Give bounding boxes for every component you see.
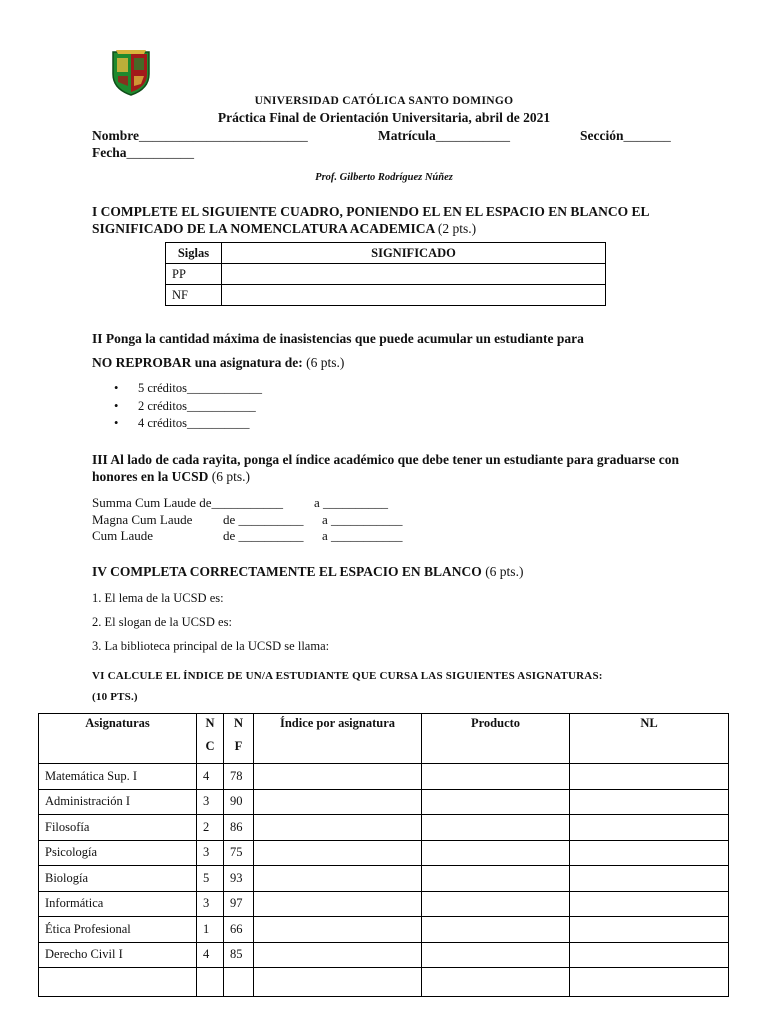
significado-answer-cell[interactable]: [222, 285, 606, 306]
matricula-field: Matrícula___________: [378, 128, 510, 143]
section-6-title: VI CALCULE EL ÍNDICE DE UN/A ESTUDIANTE QUE CURSA LAS SIGUIENTES ASIGNATURAS:: [92, 670, 603, 682]
nc-cell: 5: [197, 866, 224, 892]
professor-name: Prof. Gilberto Rodríguez Núñez: [315, 172, 453, 183]
section-4-title: IV COMPLETA CORRECTAMENTE EL ESPACIO EN BLANCO (6 pts.): [92, 564, 524, 579]
section-2-points: (6 pts.): [306, 355, 345, 370]
nl-answer-cell[interactable]: [570, 840, 729, 866]
producto-answer-cell[interactable]: [422, 840, 570, 866]
table-row: [39, 815, 729, 841]
section-6-points: (10 PTS.): [92, 691, 138, 703]
producto-answer-cell[interactable]: [422, 815, 570, 841]
indice-answer-cell[interactable]: [254, 789, 422, 815]
nc-cell: 3: [197, 891, 224, 917]
subject-cell: Matemática Sup. I: [39, 764, 197, 790]
nf-cell: 75: [224, 840, 254, 866]
nombre-blank: _________________________: [139, 128, 308, 143]
nf-cell: 93: [224, 866, 254, 892]
section-4-points: (6 pts.): [485, 564, 524, 579]
subject-cell: Informática: [39, 891, 197, 917]
section-2-title-line1: II Ponga la cantidad máxima de inasistencias que puede acumular un estudiante para: [92, 331, 584, 346]
indice-answer-cell[interactable]: [254, 866, 422, 892]
credits-list: [114, 380, 262, 433]
indice-answer-cell[interactable]: [254, 942, 422, 968]
nl-answer-cell[interactable]: [570, 917, 729, 943]
nl-answer-cell[interactable]: [570, 942, 729, 968]
list-item: 1. El lema de la UCSD es:: [92, 591, 224, 605]
nf-cell: 78: [224, 764, 254, 790]
nomenclature-table: [165, 242, 606, 306]
producto-answer-cell[interactable]: [422, 891, 570, 917]
producto-answer-cell[interactable]: [422, 942, 570, 968]
empty-cell[interactable]: [197, 968, 224, 997]
table-header-significado: SIGNIFICADO: [222, 243, 606, 264]
subject-cell: Ética Profesional: [39, 917, 197, 943]
producto-answer-cell[interactable]: [422, 866, 570, 892]
table-header-siglas: Siglas: [166, 243, 222, 264]
list-item: 2. El slogan de la UCSD es:: [92, 615, 232, 629]
nf-cell: 90: [224, 789, 254, 815]
nf-cell: 66: [224, 917, 254, 943]
seccion-field: Sección_______: [580, 128, 671, 143]
matricula-blank: ___________: [435, 128, 510, 143]
subject-cell: Derecho Civil I: [39, 942, 197, 968]
nc-cell: 3: [197, 840, 224, 866]
sigla-cell: PP: [166, 264, 222, 285]
sigla-cell: NF: [166, 285, 222, 306]
nl-answer-cell[interactable]: [570, 815, 729, 841]
list-item: • 5 créditos____________: [114, 380, 262, 398]
table-row: [39, 942, 729, 968]
nf-cell: 86: [224, 815, 254, 841]
honors-row: Summa Cum Laude de___________ a __________: [92, 495, 389, 510]
nl-answer-cell[interactable]: [570, 891, 729, 917]
nc-cell: 2: [197, 815, 224, 841]
indice-answer-cell[interactable]: [254, 840, 422, 866]
list-item: 3. La biblioteca principal de la UCSD se llama:: [92, 639, 330, 653]
section-2-title-line2: NO REPROBAR una asignatura de: (6 pts.): [92, 355, 345, 370]
empty-cell[interactable]: [570, 968, 729, 997]
seccion-blank: _______: [623, 128, 671, 143]
table-row: [39, 917, 729, 943]
empty-cell[interactable]: [224, 968, 254, 997]
nl-answer-cell[interactable]: [570, 764, 729, 790]
table-row: [166, 264, 606, 285]
nc-cell: 4: [197, 942, 224, 968]
producto-answer-cell[interactable]: [422, 789, 570, 815]
header-asignaturas: Asignaturas: [39, 714, 197, 764]
fecha-blank: __________: [126, 145, 194, 160]
table-row: [39, 840, 729, 866]
empty-cell[interactable]: [254, 968, 422, 997]
nf-cell: 97: [224, 891, 254, 917]
table-row: [39, 764, 729, 790]
empty-cell[interactable]: [422, 968, 570, 997]
subject-cell: Administración I: [39, 789, 197, 815]
indice-answer-cell[interactable]: [254, 917, 422, 943]
producto-answer-cell[interactable]: [422, 917, 570, 943]
honors-row: Magna Cum Laude de __________ a ___________: [92, 511, 403, 527]
indice-answer-cell[interactable]: [254, 815, 422, 841]
indice-answer-cell[interactable]: [254, 891, 422, 917]
grades-table: [38, 713, 729, 997]
header-nf: N F: [224, 714, 254, 764]
table-row: [39, 891, 729, 917]
nombre-field: Nombre_________________________: [92, 128, 308, 143]
fecha-field: Fecha__________: [92, 145, 194, 160]
nc-cell: 3: [197, 789, 224, 815]
table-row-empty: [39, 968, 729, 997]
honors-list: [92, 495, 432, 545]
section-1-title: I COMPLETE EL SIGUIENTE CUADRO, PONIENDO EL EN EL ESPACIO EN BLANCO EL SIGNIFICADO DE LA NOMENCLATURA ACADEMICA (2 pts.): [92, 204, 649, 236]
empty-cell[interactable]: [39, 968, 197, 997]
producto-answer-cell[interactable]: [422, 764, 570, 790]
exam-title: Práctica Final de Orientación Universitaria, abril de 2021: [217, 110, 551, 125]
section-1-points: (2 pts.): [437, 221, 477, 236]
nl-answer-cell[interactable]: [570, 789, 729, 815]
nc-cell: 4: [197, 764, 224, 790]
university-name: UNIVERSIDAD CATÓLICA SANTO DOMINGO: [254, 95, 514, 107]
nl-answer-cell[interactable]: [570, 866, 729, 892]
header-nl: NL: [570, 714, 729, 764]
subject-cell: Psicología: [39, 840, 197, 866]
honors-row: Cum Laude de __________ a ___________: [92, 528, 403, 543]
university-crest-logo: [110, 48, 152, 96]
nc-cell: 1: [197, 917, 224, 943]
list-item: • 4 créditos__________: [114, 415, 262, 433]
nf-cell: 85: [224, 942, 254, 968]
header-indice: Índice por asignatura: [254, 714, 422, 764]
section-3-points: (6 pts.): [211, 469, 251, 484]
indice-answer-cell[interactable]: [254, 764, 422, 790]
list-item: • 2 créditos___________: [114, 398, 262, 416]
header-nc: N C: [197, 714, 224, 764]
section-3-title: III Al lado de cada rayita, ponga el índice académico que debe tener un estudiante para graduarse con honores en la UCSD (6 pts.): [92, 452, 680, 484]
header-producto: Producto: [422, 714, 570, 764]
significado-answer-cell[interactable]: [222, 264, 606, 285]
subject-cell: Biología: [39, 866, 197, 892]
table-row: [39, 789, 729, 815]
table-row: [39, 866, 729, 892]
table-row: [166, 285, 606, 306]
subject-cell: Filosofía: [39, 815, 197, 841]
